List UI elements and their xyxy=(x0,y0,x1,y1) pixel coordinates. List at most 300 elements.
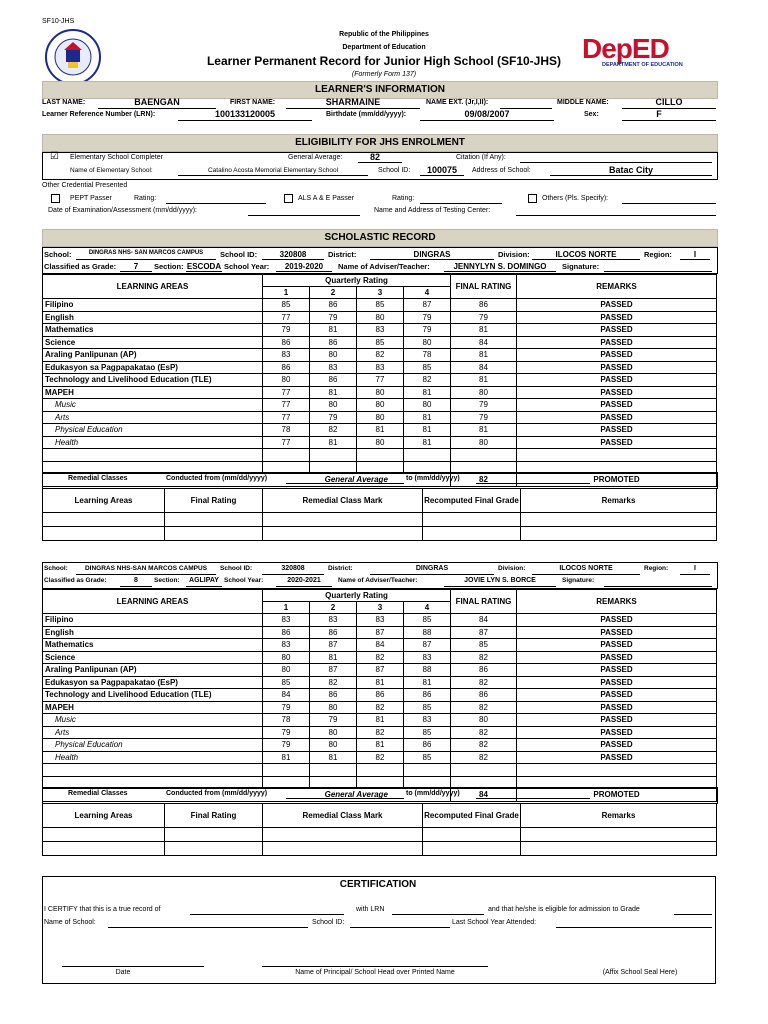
subject-name: Filipino xyxy=(43,299,263,312)
quarter-grade: 77 xyxy=(263,399,310,412)
quarter-grade: 80 xyxy=(357,436,404,449)
quarter-grade: 85 xyxy=(404,701,451,714)
quarter-grade: 85 xyxy=(357,299,404,312)
quarter-grade: 77 xyxy=(357,374,404,387)
subject-remark: PASSED xyxy=(517,676,717,689)
table-row xyxy=(43,411,717,424)
quarter-grade: 79 xyxy=(310,411,357,424)
remedial-table xyxy=(42,803,717,856)
adviser-value: JOVIE LYN S. BORCE xyxy=(464,577,536,584)
quarter-grade: 83 xyxy=(357,324,404,337)
school-id-value: 320808 xyxy=(281,565,305,572)
quarter-grade: 83 xyxy=(357,361,404,374)
quarter-2-header: 2 xyxy=(310,287,357,299)
quarter-grade: 82 xyxy=(357,651,404,664)
quarter-grade: 77 xyxy=(263,436,310,449)
quarter-grade: 79 xyxy=(404,311,451,324)
district-value: DINGRAS xyxy=(415,565,449,572)
quarter-grade: 83 xyxy=(263,639,310,652)
quarter-grade: 85 xyxy=(263,299,310,312)
adviser-label: Name of Adviser/Teacher: xyxy=(338,262,430,271)
pept-rating-label: Rating: xyxy=(134,195,157,202)
final-grade: 82 xyxy=(451,651,517,664)
subject-remark: PASSED xyxy=(517,701,717,714)
cert-school-id-label: School ID: xyxy=(312,919,345,926)
quarter-grade: 81 xyxy=(310,386,357,399)
quarter-grade: 81 xyxy=(404,411,451,424)
quarter-grade: 83 xyxy=(404,714,451,727)
quarter-grade: 80 xyxy=(263,651,310,664)
remedial-row xyxy=(43,526,717,540)
quarter-grade: 81 xyxy=(357,676,404,689)
rem-mark: Remedial Class Mark xyxy=(263,488,423,512)
quarter-grade: 84 xyxy=(357,639,404,652)
subject-remark: PASSED xyxy=(517,436,717,449)
table-row xyxy=(43,311,717,324)
cert-last-sy-label: Last School Year Attended: xyxy=(452,919,537,926)
quarter-grade: 87 xyxy=(310,639,357,652)
subject-name: Filipino xyxy=(43,614,263,627)
subject-name: English xyxy=(43,311,263,324)
quarter-grade: 84 xyxy=(263,689,310,702)
first-name-value: SHARMAINE xyxy=(325,97,381,107)
school-id-value: 100075 xyxy=(426,165,458,175)
subject-remark: PASSED xyxy=(517,349,717,362)
others-checkbox[interactable] xyxy=(528,194,537,203)
republic-text: Republic of the Philippines xyxy=(339,31,429,38)
subject-remark: PASSED xyxy=(517,689,717,702)
table-row xyxy=(43,751,717,764)
table-row xyxy=(43,299,717,312)
district-label: District: xyxy=(328,565,353,572)
gen-avg-value: 82 xyxy=(369,152,380,162)
table-row xyxy=(43,726,717,739)
quarter-grade: 86 xyxy=(310,336,357,349)
subject-remark: PASSED xyxy=(517,374,717,387)
final-grade: 84 xyxy=(451,614,517,627)
subject-remark: PASSED xyxy=(517,424,717,437)
subject-name: Edukasyon sa Pagpapakatao (EsP) xyxy=(43,361,263,374)
quarter-grade: 79 xyxy=(263,739,310,752)
quarter-grade: 86 xyxy=(404,689,451,702)
table-row xyxy=(43,701,717,714)
sex-label: Sex: xyxy=(584,111,599,118)
subject-remark: PASSED xyxy=(517,739,717,752)
table-row xyxy=(43,386,717,399)
certify-text: I CERTIFY that this is a true record of xyxy=(44,906,161,913)
district-value: DINGRAS xyxy=(413,250,451,259)
remedial-label: Remedial Classes xyxy=(68,474,128,482)
quarter-grade: 80 xyxy=(310,739,357,752)
quarter-grade: 87 xyxy=(310,664,357,677)
quarter-3-header: 3 xyxy=(357,287,404,299)
subject-name: Edukasyon sa Pagpapakatao (EsP) xyxy=(43,676,263,689)
citation-label: Citation (If Any): xyxy=(456,154,506,161)
pept-checkbox[interactable] xyxy=(51,194,60,203)
page-subtitle: (Formerly Form 137) xyxy=(351,71,417,78)
quarter-grade: 80 xyxy=(404,399,451,412)
quarter-grade: 79 xyxy=(263,726,310,739)
quarter-grade: 86 xyxy=(310,689,357,702)
quarter-grade: 80 xyxy=(357,386,404,399)
learner-info-header: LEARNER'S INFORMATION xyxy=(42,81,718,99)
section-label: Section: xyxy=(154,262,184,271)
sex-value: F xyxy=(656,109,662,119)
school-year-value: 2019-2020 xyxy=(284,262,324,271)
rem-learning-areas: Learning Areas xyxy=(43,803,165,827)
quarter-grade: 79 xyxy=(310,311,357,324)
quarter-grade: 78 xyxy=(404,349,451,362)
rem-remarks: Remarks xyxy=(521,803,717,827)
subject-remark: PASSED xyxy=(517,726,717,739)
division-value: ILOCOS NORTE xyxy=(559,565,613,572)
quarter-grade: 78 xyxy=(263,424,310,437)
grades-table xyxy=(42,274,717,487)
elem-completer-label: Elementary School Completer xyxy=(70,154,163,161)
quarter-grade: 87 xyxy=(404,639,451,652)
name-ext-label: NAME EXT. (Jr,I,II): xyxy=(426,99,489,106)
scholastic-header: SCHOLASTIC RECORD xyxy=(42,229,718,247)
general-average-label: General Average xyxy=(263,789,451,802)
subject-remark: PASSED xyxy=(517,664,717,677)
table-row xyxy=(43,676,717,689)
other-credential-label: Other Credential Presented xyxy=(42,182,128,189)
table-row xyxy=(43,361,717,374)
elem-school-label: Name of Elementary School: xyxy=(70,167,153,174)
adviser-label: Name of Adviser/Teacher: xyxy=(338,577,418,584)
grade-value: 8 xyxy=(134,577,138,584)
rem-final-rating: Final Rating xyxy=(165,803,263,827)
subject-remark: PASSED xyxy=(517,311,717,324)
gen-avg-label: General Average: xyxy=(288,154,343,161)
final-grade: 80 xyxy=(451,436,517,449)
quarter-2-header: 2 xyxy=(310,602,357,614)
quarter-grade: 79 xyxy=(310,714,357,727)
final-grade: 79 xyxy=(451,399,517,412)
conducted-from-label: Conducted from (mm/dd/yyyy) xyxy=(166,474,268,482)
eligible-text: and that he/she is eligible for admission to Grade xyxy=(488,906,640,913)
quarter-grade: 86 xyxy=(310,299,357,312)
quarter-grade: 88 xyxy=(404,664,451,677)
table-row xyxy=(43,614,717,627)
birthdate-label: Birthdate (mm/dd/yyyy): xyxy=(326,111,407,118)
last-name-value: BAENGAN xyxy=(134,97,180,107)
grade-value: 7 xyxy=(133,262,139,271)
quarter-grade: 83 xyxy=(263,349,310,362)
subject-name: Mathematics xyxy=(43,324,263,337)
division-value: ILOCOS NORTE xyxy=(555,250,617,259)
quarter-grade: 83 xyxy=(404,651,451,664)
final-grade: 87 xyxy=(451,626,517,639)
quarter-1-header: 1 xyxy=(263,602,310,614)
school-id-label: School ID: xyxy=(220,250,258,259)
quarter-grade: 83 xyxy=(263,614,310,627)
quarter-grade: 88 xyxy=(404,626,451,639)
school-year-value: 2020-2021 xyxy=(287,577,321,584)
region-value: I xyxy=(693,250,697,259)
quarter-grade: 80 xyxy=(310,726,357,739)
subject-remark: PASSED xyxy=(517,751,717,764)
district-label: District: xyxy=(328,250,357,259)
pept-label: PEPT Passer xyxy=(70,195,112,202)
rem-remarks: Remarks xyxy=(521,488,717,512)
subject-name: English xyxy=(43,626,263,639)
quarter-grade: 81 xyxy=(357,714,404,727)
page-title: Learner Permanent Record for Junior High School (SF10-JHS) xyxy=(206,54,562,68)
final-grade: 82 xyxy=(451,701,517,714)
general-average-value: 84 xyxy=(451,789,517,802)
remedial-row xyxy=(43,512,717,526)
quarter-grade: 80 xyxy=(263,374,310,387)
form-code: SF10-JHS xyxy=(42,18,75,25)
subject-remark: PASSED xyxy=(517,361,717,374)
final-grade: 80 xyxy=(451,386,517,399)
table-row xyxy=(43,374,717,387)
lrn-label: Learner Reference Number (LRN): xyxy=(42,111,156,118)
quarter-grade: 87 xyxy=(357,664,404,677)
quarter-grade: 80 xyxy=(357,311,404,324)
rem-recomputed: Recomputed Final Grade xyxy=(423,488,521,512)
quarter-grade: 82 xyxy=(310,676,357,689)
subject-remark: PASSED xyxy=(517,299,717,312)
cert-principal-label: Name of Principal/ School Head over Printed Name xyxy=(295,969,455,976)
conducted-to-label: to (mm/dd/yyyy) xyxy=(406,789,460,797)
rem-mark: Remedial Class Mark xyxy=(263,803,423,827)
grade-label: Classified as Grade: xyxy=(44,577,107,584)
als-rating-label: Rating: xyxy=(392,195,415,202)
subject-name: Arts xyxy=(43,726,263,739)
cert-date-label: Date xyxy=(115,969,131,976)
subject-name: Arts xyxy=(43,411,263,424)
quarter-grade: 77 xyxy=(263,311,310,324)
address-value: Batac City xyxy=(608,165,653,175)
final-rating-header: FINAL RATING xyxy=(451,590,517,614)
department-text: Department of Education xyxy=(342,44,426,51)
final-grade: 81 xyxy=(451,324,517,337)
school-id-label: School ID: xyxy=(220,565,253,572)
quarter-grade: 80 xyxy=(310,349,357,362)
conducted-from-label: Conducted from (mm/dd/yyyy) xyxy=(166,789,268,797)
final-grade: 81 xyxy=(451,374,517,387)
table-row xyxy=(43,336,717,349)
final-grade: 81 xyxy=(451,424,517,437)
quarter-4-header: 4 xyxy=(404,602,451,614)
school-value: DINGRAS NHS- SAN MARCOS CAMPUS xyxy=(88,250,204,256)
general-average-value: 82 xyxy=(451,474,517,487)
school-year-label: School Year: xyxy=(224,262,270,271)
remarks-header: REMARKS xyxy=(517,275,717,299)
subject-remark: PASSED xyxy=(517,336,717,349)
table-row xyxy=(43,664,717,677)
final-grade: 84 xyxy=(451,336,517,349)
subject-remark: PASSED xyxy=(517,639,717,652)
quarter-grade: 85 xyxy=(404,614,451,627)
middle-name-value: CILLO xyxy=(655,97,683,107)
final-grade: 86 xyxy=(451,664,517,677)
grades-table xyxy=(42,589,717,802)
quarter-grade: 86 xyxy=(263,626,310,639)
quarter-grade: 81 xyxy=(357,424,404,437)
exam-date-label: Date of Examination/Assessment (mm/dd/yyyy): xyxy=(48,207,197,214)
table-row xyxy=(43,689,717,702)
quarter-4-header: 4 xyxy=(404,287,451,299)
general-remark: PROMOTED xyxy=(517,789,717,802)
final-grade: 81 xyxy=(451,349,517,362)
final-grade: 85 xyxy=(451,639,517,652)
quarter-grade: 81 xyxy=(310,651,357,664)
quarter-grade: 80 xyxy=(310,701,357,714)
final-grade: 86 xyxy=(451,689,517,702)
eligibility-header: ELIGIBILITY FOR JHS ENROLMENT xyxy=(42,134,718,152)
others-label: Others (Pls. Specify): xyxy=(542,195,609,202)
final-grade: 82 xyxy=(451,739,517,752)
table-row xyxy=(43,714,717,727)
certification-box xyxy=(42,876,716,984)
quarter-grade: 80 xyxy=(357,399,404,412)
certification-title: CERTIFICATION xyxy=(339,879,417,890)
table-row xyxy=(43,639,717,652)
als-checkbox[interactable] xyxy=(284,194,293,203)
table-row xyxy=(43,399,717,412)
school-label: School: xyxy=(44,250,72,259)
with-lrn-label: with LRN xyxy=(356,906,385,913)
division-label: Division: xyxy=(498,565,526,572)
quarter-grade: 82 xyxy=(357,726,404,739)
learning-areas-header: LEARNING AREAS xyxy=(43,590,263,614)
quarter-grade: 85 xyxy=(404,751,451,764)
empty-row xyxy=(43,449,717,462)
quarter-grade: 78 xyxy=(263,714,310,727)
quarter-grade: 87 xyxy=(357,626,404,639)
final-rating-header: FINAL RATING xyxy=(451,275,517,299)
table-row xyxy=(43,324,717,337)
conducted-to-label: to (mm/dd/yyyy) xyxy=(406,474,460,482)
remedial-row xyxy=(43,827,717,841)
subject-name: Technology and Livelihood Education (TLE) xyxy=(43,689,263,702)
section-value: ESCODA xyxy=(186,262,222,271)
empty-row xyxy=(43,764,717,777)
quarter-grade: 77 xyxy=(263,386,310,399)
quarter-grade: 80 xyxy=(310,399,357,412)
quarter-grade: 81 xyxy=(310,436,357,449)
quarter-grade: 81 xyxy=(404,436,451,449)
subject-name: Physical Education xyxy=(43,739,263,752)
quarter-grade: 81 xyxy=(263,751,310,764)
subject-name: Science xyxy=(43,336,263,349)
table-row xyxy=(43,436,717,449)
section-value: AGLIPAY xyxy=(189,577,219,584)
middle-name-label: MIDDLE NAME: xyxy=(557,99,609,106)
quarter-grade: 83 xyxy=(310,614,357,627)
cert-seal-label: (Affix School Seal Here) xyxy=(602,969,678,976)
quarter-grade: 82 xyxy=(357,751,404,764)
quarter-grade: 82 xyxy=(310,424,357,437)
last-name-label: LAST NAME: xyxy=(42,99,86,106)
rem-final-rating: Final Rating xyxy=(165,488,263,512)
learning-areas-header: LEARNING AREAS xyxy=(43,275,263,299)
remedial-row xyxy=(43,841,717,855)
subject-name: MAPEH xyxy=(43,701,263,714)
final-grade: 82 xyxy=(451,726,517,739)
subject-name: Araling Panlipunan (AP) xyxy=(43,664,263,677)
division-label: Division: xyxy=(498,250,530,259)
subject-name: Health xyxy=(43,751,263,764)
final-grade: 82 xyxy=(451,676,517,689)
subject-remark: PASSED xyxy=(517,714,717,727)
final-grade: 79 xyxy=(451,411,517,424)
quarter-grade: 81 xyxy=(404,386,451,399)
quarter-grade: 82 xyxy=(357,701,404,714)
quarter-grade: 86 xyxy=(263,361,310,374)
grade-label: Classified as Grade: xyxy=(44,262,117,271)
quarterly-header: Quarterly Rating xyxy=(263,275,451,287)
quarter-grade: 81 xyxy=(310,324,357,337)
quarter-3-header: 3 xyxy=(357,602,404,614)
signature-label: Signature: xyxy=(562,577,595,584)
quarter-grade: 79 xyxy=(263,324,310,337)
subject-name: Music xyxy=(43,714,263,727)
quarter-grade: 86 xyxy=(404,739,451,752)
quarter-grade: 79 xyxy=(404,324,451,337)
quarter-grade: 82 xyxy=(357,349,404,362)
region-label: Region: xyxy=(644,250,672,259)
quarter-grade: 86 xyxy=(357,689,404,702)
testing-center-label: Name and Address of Testing Center: xyxy=(374,207,491,214)
quarter-1-header: 1 xyxy=(263,287,310,299)
quarter-grade: 81 xyxy=(404,676,451,689)
quarter-grade: 85 xyxy=(357,336,404,349)
als-label: ALS A & E Passer xyxy=(298,195,355,202)
elem-completer-checkbox[interactable]: ☑ xyxy=(50,151,59,162)
subject-name: Mathematics xyxy=(43,639,263,652)
quarter-grade: 86 xyxy=(310,374,357,387)
school-id-label: School ID: xyxy=(378,167,411,174)
subject-name: Health xyxy=(43,436,263,449)
quarter-grade: 79 xyxy=(263,701,310,714)
general-average-label: General Average xyxy=(263,474,451,487)
table-row xyxy=(43,739,717,752)
quarter-grade: 80 xyxy=(404,336,451,349)
subject-remark: PASSED xyxy=(517,614,717,627)
quarter-grade: 81 xyxy=(310,751,357,764)
quarter-grade: 83 xyxy=(357,614,404,627)
subject-remark: PASSED xyxy=(517,651,717,664)
subject-name: Technology and Livelihood Education (TLE) xyxy=(43,374,263,387)
quarter-grade: 77 xyxy=(263,411,310,424)
final-grade: 79 xyxy=(451,311,517,324)
quarter-grade: 82 xyxy=(404,374,451,387)
remedial-table xyxy=(42,488,717,541)
general-remark: PROMOTED xyxy=(517,474,717,487)
adviser-value: JENNYLYN S. DOMINGO xyxy=(453,262,547,271)
quarter-grade: 86 xyxy=(310,626,357,639)
final-grade: 82 xyxy=(451,751,517,764)
quarter-grade: 85 xyxy=(404,361,451,374)
table-row xyxy=(43,424,717,437)
quarter-grade: 87 xyxy=(404,299,451,312)
subject-name: MAPEH xyxy=(43,386,263,399)
region-value: I xyxy=(694,565,696,572)
table-row xyxy=(43,349,717,362)
birthdate-value: 09/08/2007 xyxy=(464,109,510,119)
quarter-grade: 85 xyxy=(404,726,451,739)
rem-recomputed: Recomputed Final Grade xyxy=(423,803,521,827)
school-year-label: School Year: xyxy=(224,577,264,584)
school-label: School: xyxy=(44,565,68,572)
final-grade: 84 xyxy=(451,361,517,374)
deped-logo: DepED DEPARTMENT OF EDUCATION xyxy=(582,33,683,68)
subject-name: Araling Panlipunan (AP) xyxy=(43,349,263,362)
